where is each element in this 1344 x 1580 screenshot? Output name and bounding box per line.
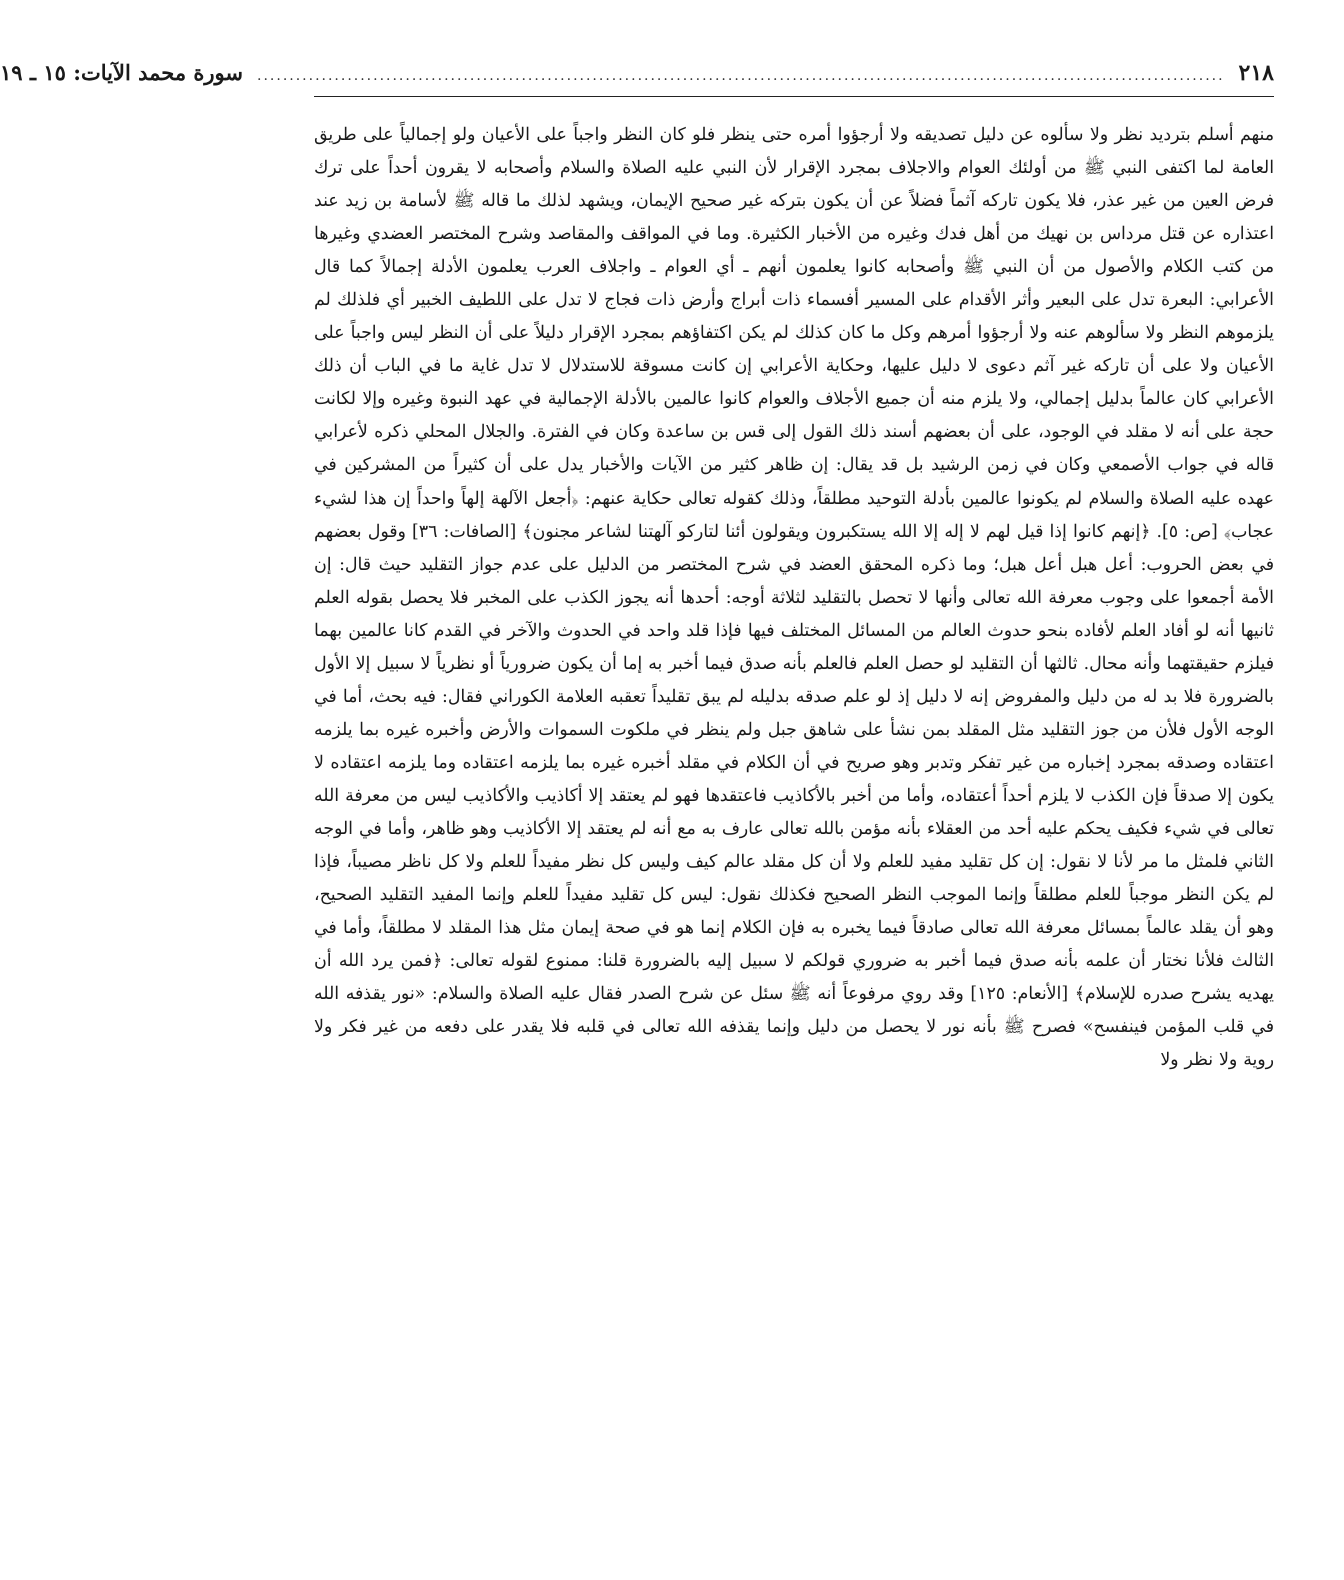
body-paragraph: منهم أسلم بترديد نظر ولا سألوه عن دليل تصديقه ولا أرجؤوا أمره حتى ينظر فلو كان النظر واجباً على الأعيان ولو إجمالياً على طريق العامة لما اكتفى النبي ﷺ من أولئك العوام والاجلاف بمجرد الإقرار لأن النبي عليه الصلاة والسلام وأصحابه لا يقرون أحداً على ترك فرض العين من غير عذر، فلا يكون تاركه آثماً فضلاً عن أن يكون بتركه غير صحيح الإيمان، ويشهد لذلك ما قاله ﷺ لأسامة بن زيد عند اعتذاره عن قتل مرداس بن نهيك من أهل فدك وغيره من الأخبار الكثيرة. وما في المواقف والمقاصد وشرح المختصر العضدي وغيرها من كتب الكلام والأصول من أن النبي ﷺ وأصحابه كانوا يعلمون أنهم ـ أي العوام ـ واجلاف العرب يعلمون الأدلة إجمالاً كما قال الأعرابي: البعرة تدل على البعير وأثر الأقدام على المسير أفسماء ذات أبراج وأرض ذات فجاج لا تدل على اللطيف الخبير أي فلذلك لم يلزموهم النظر ولا سألوهم عنه ولا أرجؤوا أمرهم وكل ما كان كذلك لم يكن اكتفاؤهم بمجرد الإقرار دليلاً على أن النظر ليس واجباً على الأعيان ولا على أن تاركه غير آثم دعوى لا دليل عليها، وحكاية الأعرابي إن كانت مسوقة للاستدلال لا تدل غاية ما في الباب أن ذلك الأعرابي كان عالماً بدليل إجمالي، ولا يلزم منه أن جميع الأجلاف والعوام كانوا عالمين بالأدلة الإجمالية في عهد النبوة وغيره وإلا لكانت حجة على أنه لا مقلد في الوجود، على أن بعضهم أسند ذلك القول إلى قس بن ساعدة وكان في الفترة. والجلال المحلي ذكره لأعرابي قاله في جواب الأصمعي وكان في زمن الرشيد بل قد يقال: إن ظاهر كثير من الآيات والأخبار يدل على أن كثيراً من المشركين في عهده عليه الصلاة والسلام لم يكونوا عالمين بأدلة التوحيد مطلقاً، وذلك كقوله تعالى حكاية عنهم: ﴿أجعل الآلهة إلهاً واحداً إن هذا لشيء عجاب﴾ [ص: ٥]. ﴿إنهم كانوا إذا قيل لهم لا إله إلا الله يستكبرون ويقولون أئنا لتاركو آلهتنا لشاعر مجنون﴾ [الصافات: ٣٦] وقول بعضهم في بعض الحروب: أعل هبل أعل هبل؛ وما ذكره المحقق العضد في شرح المختصر من الدليل على عدم جواز التقليد حيث قال: إن الأمة أجمعوا على وجوب معرفة الله تعالى وأنها لا تحصل بالتقليد لثلاثة أوجه: أحدها أنه يجوز الكذب على المخبر فلا يحصل بقوله العلم ثانيها أنه لو أفاد العلم لأفاده بنحو حدوث العالم من المسائل المختلف فيها فإذا قلد واحد في الحدوث والآخر في القدم كانا عالمين بهما فيلزم حقيقتهما وأنه محال. ثالثها أن التقليد لو حصل العلم فالعلم بأنه صدق فيما أخبر به إما أن يكون ضرورياً أو نظرياً لا سبيل إلا الأول بالضرورة فلا بد له من دليل والمفروض إنه لا دليل إذ لو علم صدقه بدليله لم يبق تقليداً تعقبه العلامة الكوراني فقال: فيه بحث، أما في الوجه الأول فلأن من جوز التقليد مثل المقلد بمن نشأ على شاهق جبل ولم ينظر في ملكوت السموات والأرض وأخبره غيره بما يلزمه اعتقاده وصدقه بمجرد إخباره من غير تفكر وتدبر وهو صريح في أن الكلام في مقلد أخبره غيره بما يلزمه اعتقاده وما يلزمه اعتقاده لا يكون إلا صدقاً فإن الكذب لا يلزم أحداً أعتقاده، وأما من أخبر بالأكاذيب فاعتقدها فهو لم يعتقد إلا أكاذيب والأكاذيب ليس من معرفة الله تعالى في شيء فكيف يحكم عليه أحد من العقلاء بأنه مؤمن بالله تعالى عارف به مع أنه لم يعتقد إلا الأكاذيب وهو ظاهر، وأما في الوجه الثاني فلمثل ما مر لأنا لا نقول: إن كل تقليد مفيد للعلم ولا أن كل مقلد عالم كيف وليس كل نظر مفيداً للعلم ولا كل ناظر مصيباً، فإذا لم يكن النظر موجباً للعلم مطلقاً وإنما الموجب النظر الصحيح فكذلك نقول: ليس كل تقليد مفيداً للعلم وإنما المفيد التقليد الصحيح، وهو أن يقلد عالماً بمسائل معرفة الله تعالى صادقاً فيما يخبره به فإن الكلام إنما هو في صحة إيمان مثل هذا المقلد لا مطلقاً، وأما في الثالث فلأنا نختار أن علمه بأنه صدق فيما أخبر به ضروري قولكم لا سبيل إليه بالضرورة قلنا: ممنوع لقوله تعالى: ﴿فمن يرد الله أن يهديه يشرح صدره للإسلام﴾ [الأنعام: ١٢٥] وقد روي مرفوعاً أنه ﷺ سئل عن شرح الصدر فقال عليه الصلاة والسلام: «نور يقذفه الله في قلب المؤمن فينفسح» فصرح ﷺ بأنه نور لا يحصل من دليل وإنما يقذفه الله تعالى في قلبه فلا يقدر على دفعه من غير فكر ولا روية ولا نظر ولا bbox=[314, 125, 1274, 1071]
main-text bbox=[314, 119, 1274, 1077]
header-leader-dots: ...................................................................................................................................................... bbox=[257, 68, 1225, 84]
page-number: ٢١٨ bbox=[1238, 60, 1274, 86]
running-header bbox=[0, 60, 1274, 97]
surah-title: سورة محمد الآيات: ١٥ ـ ١٩ bbox=[0, 60, 244, 85]
book-page bbox=[0, 60, 1274, 1560]
